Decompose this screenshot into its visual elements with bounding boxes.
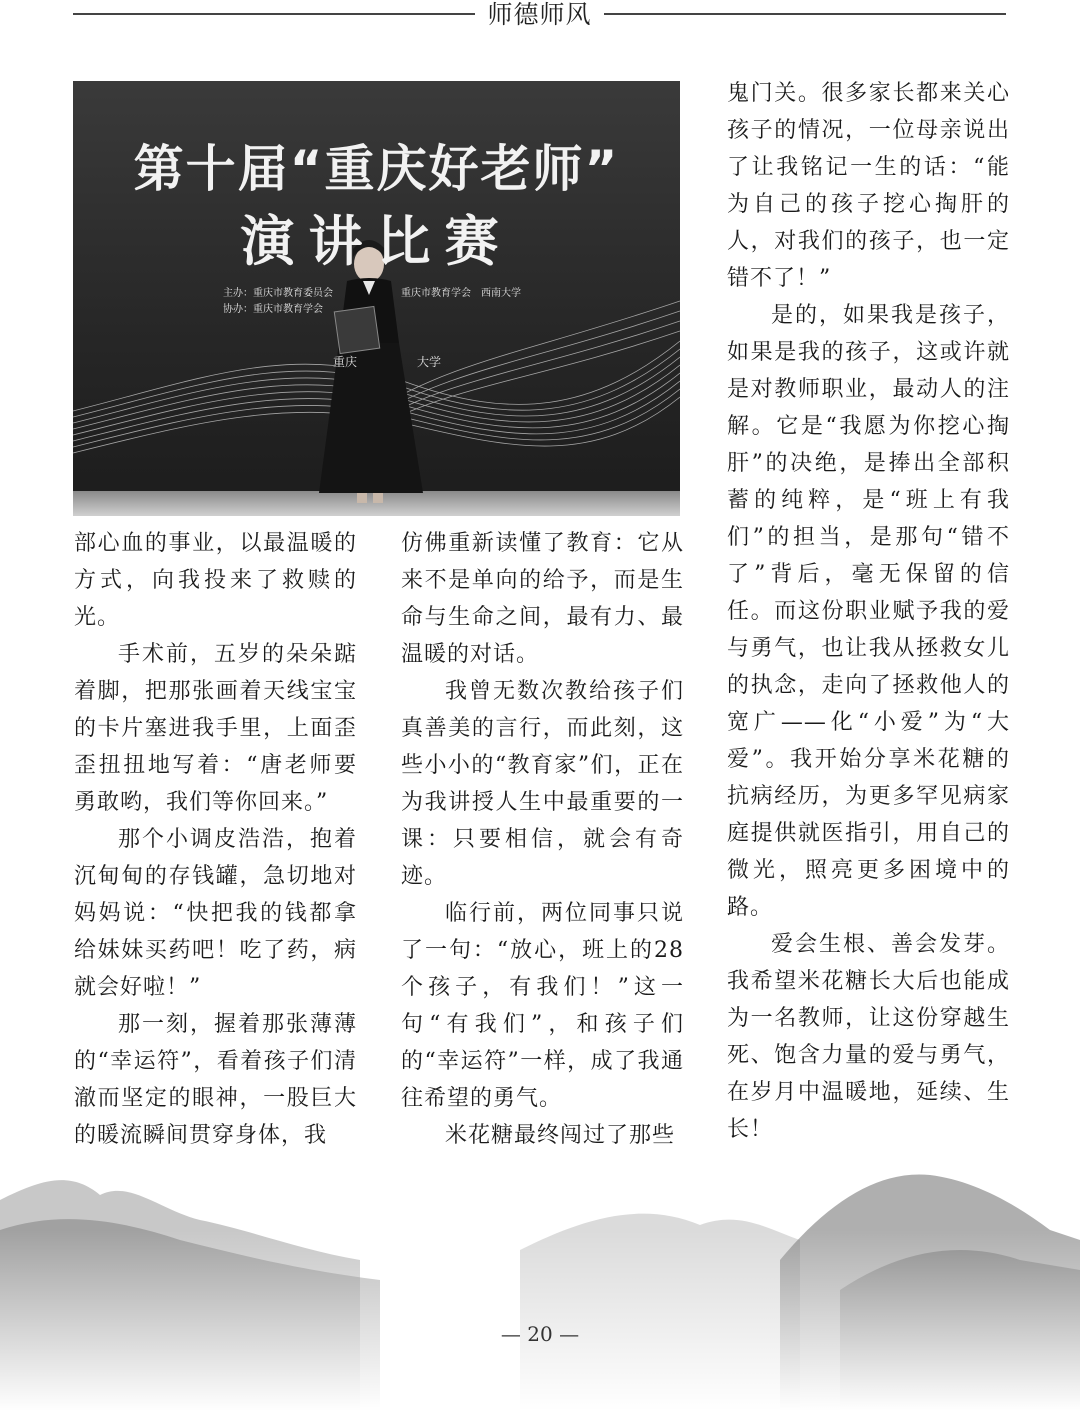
paragraph: 部心血的事业，以最温暖的方式，向我投来了救赎的光。 — [74, 531, 357, 630]
paragraph: 仿佛重新读懂了教育：它从来不是单向的给予，而是生命与生命之间，最有力、最温暖的对话。 — [401, 531, 684, 667]
text-column-1 — [74, 525, 357, 1154]
header-rule-left — [73, 13, 475, 15]
section-title: 师德师风 — [487, 0, 592, 29]
event-photo — [73, 81, 680, 516]
paragraph: 临行前，两位同事只说了一句：“放心，班上的28个孩子，有我们！”这一句“有我们”，和孩子们的“幸运符”一样，成了我通往希望的勇气。 — [401, 901, 684, 1111]
paragraph: 米花糖最终闯过了那些 — [445, 1123, 676, 1148]
sponsor-line: 协办：重庆市教育学会 — [223, 304, 323, 315]
text-column-2 — [401, 525, 684, 1154]
text-column-3 — [727, 75, 1010, 1148]
header-rule-right — [604, 13, 1006, 15]
sponsor-line: 重庆市教育学会 西南大学 — [401, 288, 521, 299]
banner-title: 第十届“重庆好老师” — [133, 140, 620, 198]
banner-subtitle: 演讲比赛 — [240, 210, 513, 273]
ink-landscape-illustration — [0, 1140, 1080, 1411]
page-number: — 20 — — [500, 1322, 580, 1346]
paragraph: 是的，如果我是孩子，如果是我的孩子，这或许就是对教师职业，最动人的注解。它是“我愿为你挖心掏肝”的决绝，是捧出全部积蓄的纯粹，是“班上有我们”的担当，是那句“错不了”背后，毫无保留的信任。而这份职业赋予我的爱与勇气，也让我从拯救女儿的执念，走向了拯救他人的宽广——化“小爱”为“大爱”。我开始分享米花糖的抗病经历，为更多罕见病家庭提供就医指引，用自己的微光，照亮更多困境中的路。 — [727, 303, 1010, 920]
paragraph: 那一刻，握着那张薄薄的“幸运符”，看着孩子们清澈而坚定的眼神，一股巨大的暖流瞬间贯穿身体，我 — [74, 1012, 357, 1148]
paragraph: 爱会生根、善会发芽。我希望米花糖长大后也能成为一名教师，让这份穿越生死、饱含力量的爱与勇气，在岁月中温暖地，延续、生长！ — [727, 932, 1010, 1142]
sponsor-line: 主办：重庆市教育委员会 — [223, 288, 333, 299]
paragraph: 那个小调皮浩浩，抱着沉甸甸的存钱罐，急切地对妈妈说：“快把我的钱都拿给妹妹买药吧！吃了药，病就会好啦！” — [74, 827, 357, 1000]
paragraph: 我曾无数次教给孩子们真善美的言行，而此刻，这些小小的“教育家”们，正在为我讲授人生中最重要的一课：只要相信，就会有奇迹。 — [401, 679, 684, 889]
paragraph: 手术前，五岁的朵朵踮着脚，把那张画着天线宝宝的卡片塞进我手里，上面歪歪扭扭地写着：“唐老师要勇敢哟，我们等你回来。” — [74, 642, 357, 815]
paragraph: 鬼门关。很多家长都来关心孩子的情况，一位母亲说出了让我铭记一生的话：“能为自己的孩子挖心掏肝的人，对我们的孩子，也一定错不了！” — [727, 81, 1010, 291]
venue-text: 重庆 大学 — [333, 355, 442, 369]
